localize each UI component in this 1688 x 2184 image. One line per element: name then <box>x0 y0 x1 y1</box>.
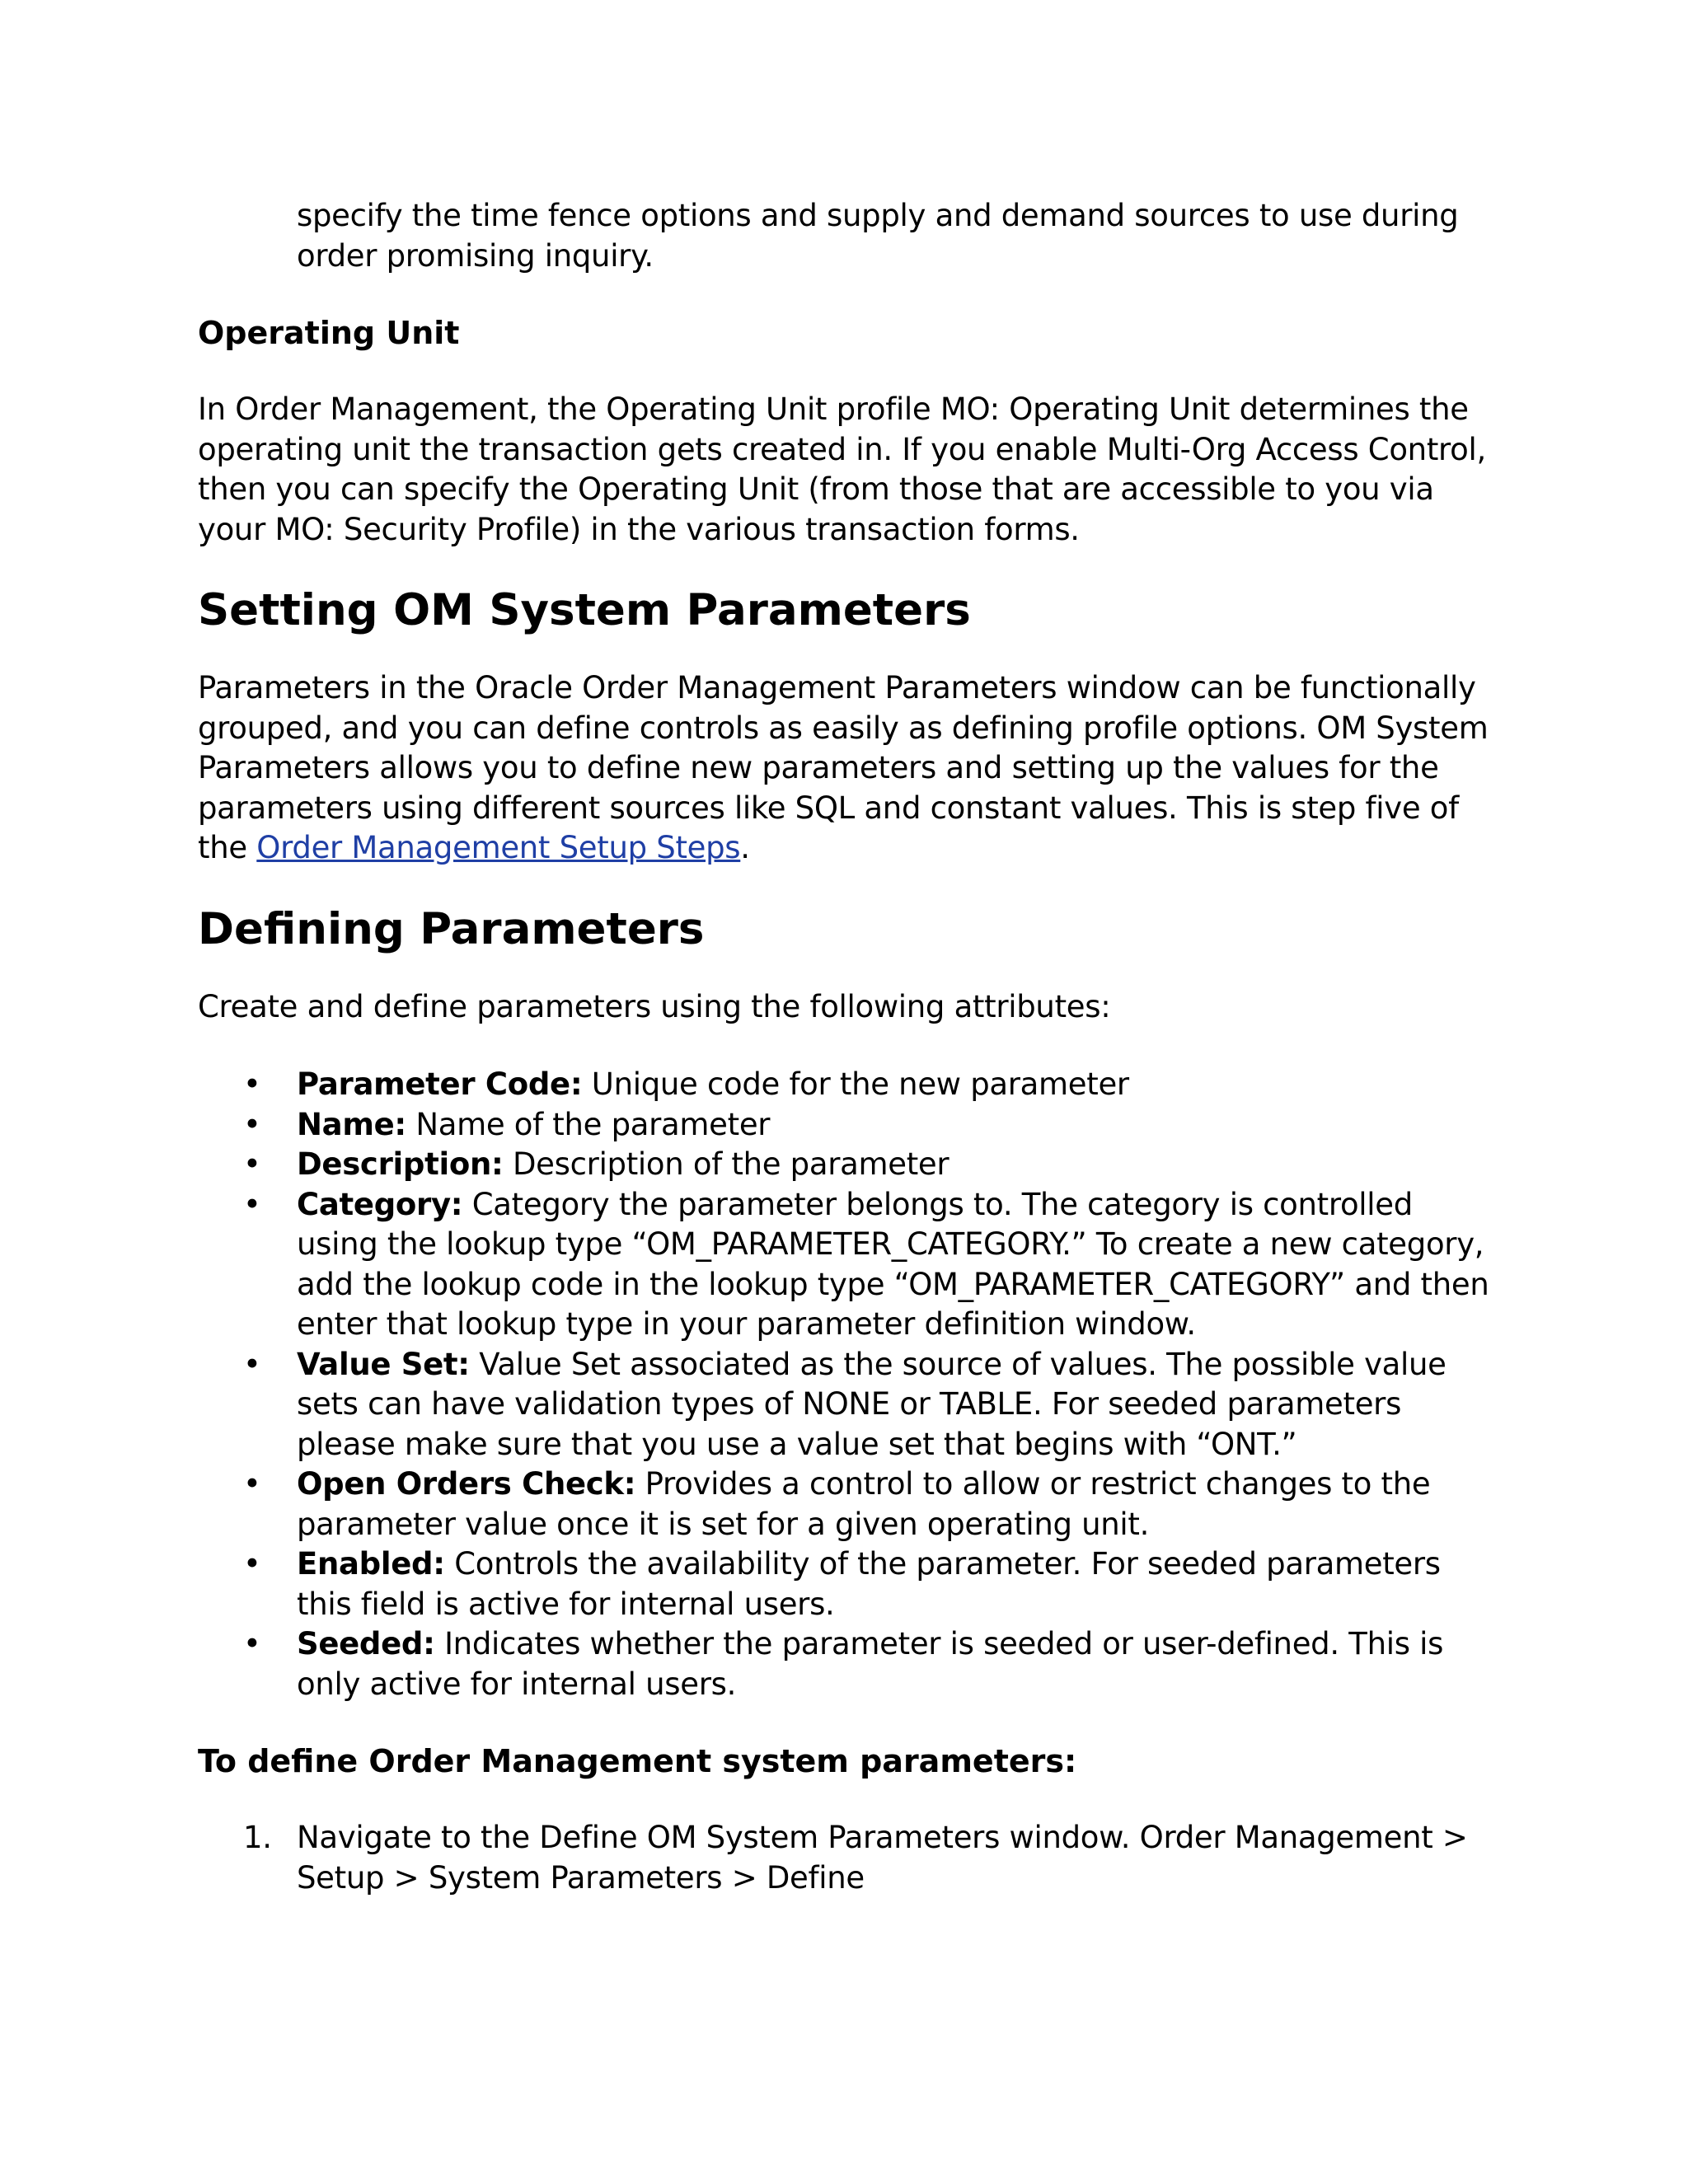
procedure-steps <box>198 1818 1492 1898</box>
list-item <box>198 1145 1492 1185</box>
list-item <box>198 1345 1492 1465</box>
attribute-term: Description: <box>297 1146 504 1182</box>
setting-params-trailing: . <box>740 830 750 865</box>
attribute-description: Unique code for the new parameter <box>582 1066 1129 1102</box>
attribute-description: Value Set associated as the source of values. The possible value sets can have validation types of NONE or TABLE. For seeded parameters please make sure that you use a value set that begins with “ONT.” <box>297 1346 1447 1462</box>
heading-procedure: To define Order Management system parameters: <box>198 1743 1077 1779</box>
heading-operating-unit: Operating Unit <box>198 315 460 351</box>
bullet-icon: • <box>243 1466 261 1502</box>
attribute-term: Value Set: <box>297 1346 470 1382</box>
bullet-icon: • <box>243 1146 261 1182</box>
attribute-term: Name: <box>297 1106 406 1142</box>
step-text: Navigate to the Define OM System Parameters window. Order Management > Setup > System Parameters > Define <box>297 1820 1468 1896</box>
attribute-term: Seeded: <box>297 1626 435 1661</box>
attribute-description: Indicates whether the parameter is seeded or user-defined. This is only active for internal users. <box>297 1626 1444 1702</box>
document-page <box>198 196 1492 1898</box>
attribute-term: Open Orders Check: <box>297 1466 636 1502</box>
attribute-term: Parameter Code: <box>297 1066 583 1102</box>
bullet-icon: • <box>243 1186 261 1222</box>
attribute-description: Category the parameter belongs to. The category is controlled using the lookup type “OM_PARAMETER_CATEGORY.” To create a new category, add the lookup code in the lookup type “OM_PARAMETER_CATEGORY” and then enter that lookup type in your parameter definition window. <box>297 1186 1489 1342</box>
setting-params-paragraph <box>198 668 1492 869</box>
list-item <box>198 1065 1492 1105</box>
operating-unit-paragraph: In Order Management, the Operating Unit profile MO: Operating Unit determines the operating unit the transaction gets created in. If you enable Multi-Org Access Control, then you can specify the Operating Unit (from those that are accessible to you via your MO: Security Profile) in the various transaction forms. <box>198 391 1486 547</box>
attribute-term: Category: <box>297 1186 463 1222</box>
heading-setting-om-system-parameters: Setting OM System Parameters <box>198 585 971 635</box>
attribute-description: Description of the parameter <box>503 1146 950 1182</box>
bullet-icon: • <box>243 1546 261 1582</box>
heading-defining-parameters: Defining Parameters <box>198 903 705 954</box>
attribute-description: Controls the availability of the parameter. For seeded parameters this field is active for internal users. <box>297 1546 1441 1622</box>
bullet-icon: • <box>243 1066 261 1102</box>
bullet-icon: • <box>243 1626 261 1661</box>
setting-params-text: Parameters in the Oracle Order Management Parameters window can be functionally grouped, and you can define controls as easily as defining profile options. OM System Parameters allows you to define new parameters and setting up the values for the parameters using different sources like SQL and constant values. This is step five of the <box>198 670 1489 865</box>
list-item <box>198 1465 1492 1544</box>
attribute-list <box>198 1065 1492 1704</box>
bullet-icon: • <box>243 1106 261 1142</box>
step-number: 1. <box>243 1820 272 1855</box>
attribute-description: Name of the parameter <box>406 1106 771 1142</box>
attribute-description: Provides a control to allow or restrict changes to the parameter value once it is set for a given operating unit. <box>297 1466 1431 1542</box>
bullet-icon: • <box>243 1346 261 1382</box>
defining-params-intro: Create and define parameters using the following attributes: <box>198 988 1111 1024</box>
list-item <box>198 1624 1492 1704</box>
setup-steps-link[interactable]: Order Management Setup Steps <box>256 830 741 865</box>
list-item <box>198 1818 1492 1898</box>
list-item <box>198 1185 1492 1345</box>
attribute-term: Enabled: <box>297 1546 445 1582</box>
list-item <box>198 1105 1492 1146</box>
list-item <box>198 1544 1492 1624</box>
intro-continuation: specify the time fence options and supply and demand sources to use during order promising inquiry. <box>297 198 1459 274</box>
